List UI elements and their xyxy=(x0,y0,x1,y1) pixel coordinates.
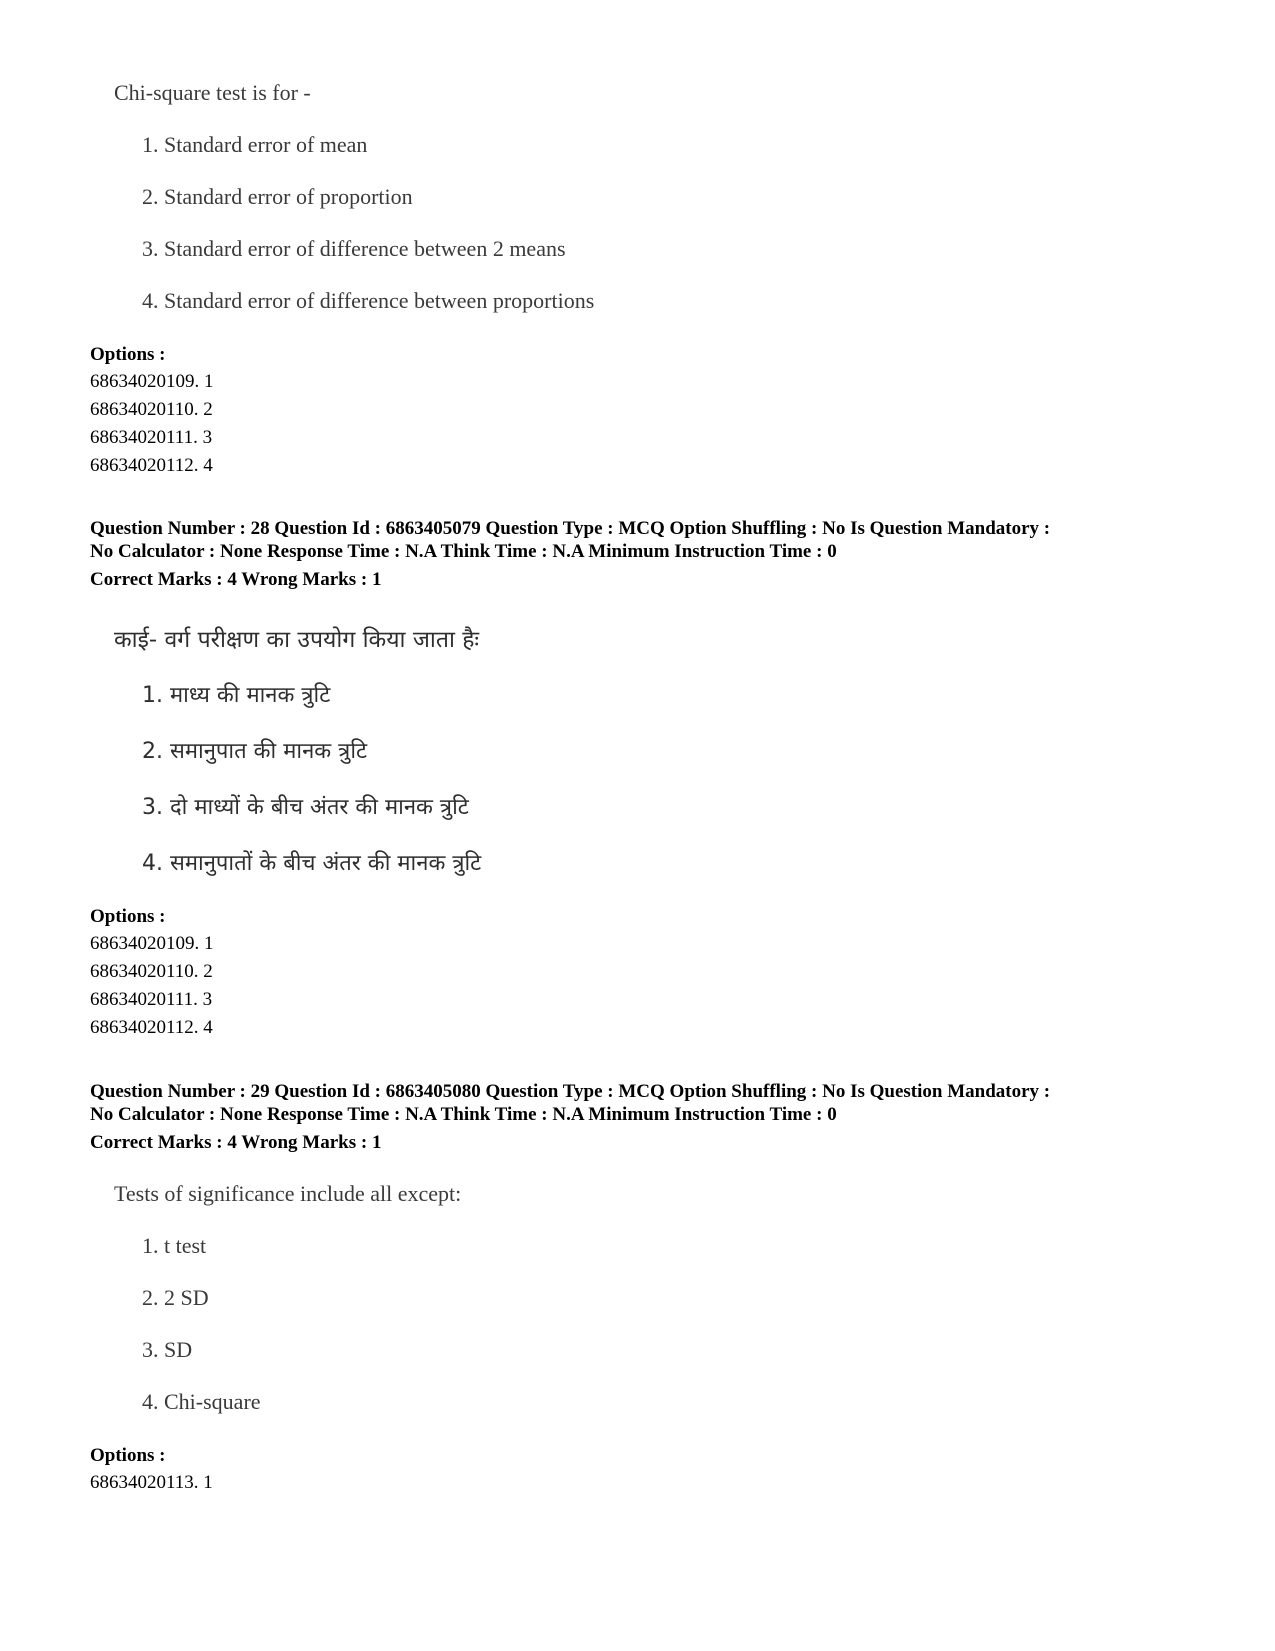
q28-marks-line: Correct Marks : 4 Wrong Marks : 1 xyxy=(90,569,382,590)
q28-meta-line-1: Question Number : 28 Question Id : 6863405079 Question Type : MCQ Option Shuffling : No Is Question Mandatory : xyxy=(90,518,1051,539)
q28-option-2: 68634020110. 2 xyxy=(90,961,213,982)
q27-item-2: 2. Standard error of proportion xyxy=(142,184,413,209)
q27-option-4: 68634020112. 4 xyxy=(90,455,213,476)
q29-option-1: 68634020113. 1 xyxy=(90,1472,213,1493)
q28-item-2: 2. समानुपात की मानक त्रुटि xyxy=(142,739,368,764)
q28-option-4: 68634020112. 4 xyxy=(90,1017,213,1038)
q28-option-3: 68634020111. 3 xyxy=(90,989,213,1010)
q29-prompt: Tests of significance include all except: xyxy=(114,1181,462,1206)
q27-options-label: Options : xyxy=(90,344,166,365)
q29-meta-line-1: Question Number : 29 Question Id : 6863405080 Question Type : MCQ Option Shuffling : No Is Question Mandatory : xyxy=(90,1081,1051,1102)
q29-options-label: Options : xyxy=(90,1445,166,1466)
q28-meta-line-2: No Calculator : None Response Time : N.A Think Time : N.A Minimum Instruction Time : 0 xyxy=(90,541,837,562)
q28-prompt: काई- वर्ग परीक्षण का उपयोग किया जाता हैः xyxy=(114,627,480,653)
q29-item-3: 3. SD xyxy=(142,1337,193,1362)
q27-item-3: 3. Standard error of difference between 2 means xyxy=(142,236,566,261)
q28-option-1: 68634020109. 1 xyxy=(90,933,214,954)
q27-item-1: 1. Standard error of mean xyxy=(142,132,368,157)
q27-option-3: 68634020111. 3 xyxy=(90,427,213,448)
q27-prompt: Chi-square test is for - xyxy=(114,80,311,105)
q29-marks-line: Correct Marks : 4 Wrong Marks : 1 xyxy=(90,1132,382,1153)
q28-item-1: 1. माध्य की मानक त्रुटि xyxy=(142,683,331,708)
q29-meta-line-2: No Calculator : None Response Time : N.A Think Time : N.A Minimum Instruction Time : 0 xyxy=(90,1104,837,1125)
q27-option-1: 68634020109. 1 xyxy=(90,371,214,392)
q28-item-4: 4. समानुपातों के बीच अंतर की मानक त्रुटि xyxy=(142,851,482,876)
q28-options-label: Options : xyxy=(90,906,166,927)
q29-item-4: 4. Chi-square xyxy=(142,1389,261,1414)
q27-option-2: 68634020110. 2 xyxy=(90,399,213,420)
q28-item-3: 3. दो माध्यों के बीच अंतर की मानक त्रुटि xyxy=(142,795,469,820)
q29-item-1: 1. t test xyxy=(142,1233,207,1258)
q27-item-4: 4. Standard error of difference between proportions xyxy=(142,288,595,313)
q29-item-2: 2. 2 SD xyxy=(142,1285,209,1310)
